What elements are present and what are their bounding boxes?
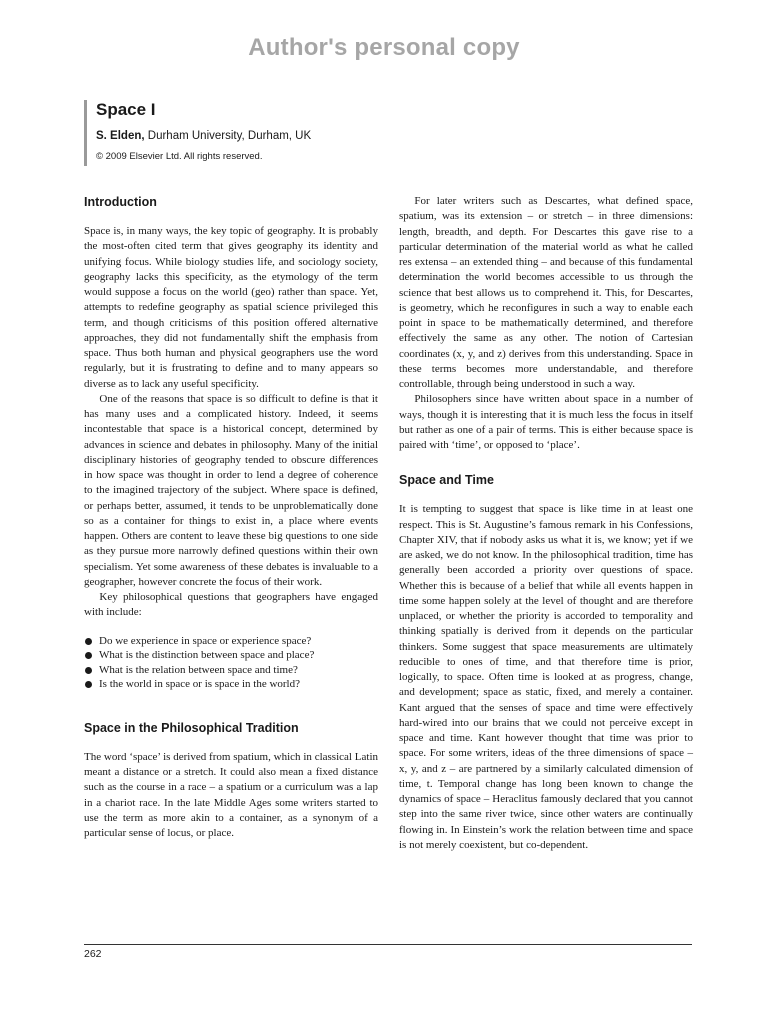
list-item: Do we experience in space or experience space? [84,634,378,649]
intro-paragraph-1: Space is, in many ways, the key topic of geography. It is probably the most-often cited term that gives geography its identity and unifying focus. While biology studies life, and sociology society, geography lacks this specificity, as the etymology of the term would suppose a focus on the world (geo) rather than space. Yet, attempts to redefine geography as spatial science privileged this term, and though criticisms of this position offered alternative approaches, they did not fundamentally shift the emphasis from space. Thus both human and physical geographers use the word regularly, but it is frustrating to define and to many appears so diverse as to lack any useful specificity. [84,225,378,390]
copyright-notice: © 2009 Elsevier Ltd. All rights reserved. [96,151,263,162]
footer-rule [84,944,692,945]
intro-paragraph-2: One of the reasons that space is so difficult to define is that it has many uses and a complicated history. Indeed, it seems incontestable that space is a historical concept, determined by advances in science and debates in philosophy. Many of the initial disciplinary histories of geography tended to obscure differences in how space was thought in order to lend a degree of coherence to the imagined trajectory of the subject. Where space is defined, or perhaps better, assumed, it tends to be unproblematically done so as a container for things to exist in, a place where events happen. Others are content to leave these big questions to one side as they pursue more narrowly defined questions within their own specialism. Yet some awareness of these debates is invaluable to a geographer, however concrete the focus of their work. [84,392,378,588]
philo-paragraph-1: The word ‘space’ is derived from spatium, which in classical Latin meant a distance or a stretch. It could also mean a fixed distance such as the course in a race – a spatium or a curriculum was a lap in a chariot race. In the late Middle Ages some writers started to use the term as more akin to a container, as a synonym of a particular sense of locus, or place. [84,750,378,840]
heading-space-and-time: Space and Time [399,473,494,488]
descartes-paragraph: For later writers such as Descartes, what defined space, spatium, was its extension – or stretch – in three dimensions: length, breadth, and depth. For Descartes this gave rise to a particular determination of the material world as what he called res extensa – an extended thing – and because of this fundamental determination the world becomes accessible to us through the science that best allows us to comprehend it. This, for Descartes, is geometry, which he reconfigures in such a way to enable each point in space to be mathematically determined, and therefore effectively the same as any other. The notion of Cartesian coordinates (x, y, and z) derives from this understanding. Space in these terms becomes more understandable, and therefore controllable, through being understood in such a way. [399,195,693,390]
left-column [84,194,378,841]
list-item: What is the relation between space and time? [84,663,378,678]
questions-list [84,634,378,692]
philosophers-paragraph: Philosophers since have written about space in a number of ways, though it is interesting that it is much less the focus in itself but rather as one of a pair of terms. This is either because space is paired with ‘time’, or opposed to ‘place’. [399,393,693,451]
intro-paragraph-3: Key philosophical questions that geographers have engaged with include: [84,591,378,619]
heading-introduction: Introduction [84,195,157,209]
right-column [399,194,693,853]
author-name: S. Elden, [96,130,145,142]
watermark: Author's personal copy [248,34,520,61]
author-line [96,129,696,143]
article-title: Space I [96,100,156,119]
author-affiliation: Durham University, Durham, UK [147,130,312,142]
list-item: Is the world in space or is space in the world? [84,677,378,692]
heading-philosophical-tradition: Space in the Philosophical Tradition [84,720,299,735]
list-item: What is the distinction between space and place? [84,648,378,663]
page-number: 262 [84,948,102,960]
article-header [84,100,696,166]
space-time-paragraph: It is tempting to suggest that space is like time in at least one respect. This is St. Augustine’s famous remark in his Confessions, Chapter XIV, that if nobody asks us what it is, we know; yet if we are asked, we do not know. In the philosophical tradition, time has generally been accorded a priority over questions of space. Whether this is because of a belief that while all events happen in time some happen solely at the level of thought and are therefore unplaced, or whether the priority is accorded to temporality and thinking spatially is derived from it depends on the particular thinkers. Some suggest that space measurements are ultimately reducible to ones of time, and that therefore time is prior, logically, to space. Often time is looked at as progress, change, and development; space as static, fixed, and merely a container. Kant argued that the senses of space and time were effectively hard-wired into our brains that we could not perceive except in space and time. Kant however thought that time was prior to space. For some writers, ideas of the three dimensions of space – x, y, and z – are partnered by a similarly calculated dimension of time, t. Temporal change has long been known to change the dynamics of space – Heraclitus famously declared that you cannot step into the same river twice, since other waters are continually flowing in. In Einstein’s work the relation between time and space is not merely coexistent, but co-dependent. [399,503,693,851]
